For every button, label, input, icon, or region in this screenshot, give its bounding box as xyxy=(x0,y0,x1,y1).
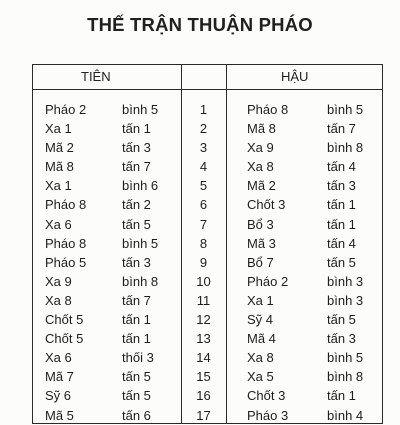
table-row xyxy=(33,138,384,157)
hau-piece: Pháo 2 xyxy=(247,273,289,289)
table-row xyxy=(33,157,384,176)
hau-piece: Mã 8 xyxy=(247,121,276,137)
page-title: THẾ TRẬN THUẬN PHÁO xyxy=(87,14,313,35)
move-number: 11 xyxy=(196,292,211,308)
table-row xyxy=(33,253,384,272)
move-number: 16 xyxy=(196,388,211,404)
tien-move: bình 6 xyxy=(122,178,159,194)
tien-piece: Xa 9 xyxy=(45,273,72,289)
tien-move: tấn 6 xyxy=(122,407,151,423)
table-row xyxy=(33,195,384,214)
hau-piece: Xa 8 xyxy=(247,159,274,175)
hau-move: tấn 1 xyxy=(327,388,356,404)
move-number: 8 xyxy=(199,235,208,251)
tien-move: bình 8 xyxy=(122,273,159,289)
table-row xyxy=(33,234,384,253)
hau-piece: Xa 8 xyxy=(247,350,274,366)
move-number: 13 xyxy=(196,331,211,347)
tien-piece: Mã 7 xyxy=(45,369,74,385)
move-number: 5 xyxy=(199,178,208,194)
hau-move: tấn 3 xyxy=(327,331,356,347)
move-number: 3 xyxy=(199,140,208,156)
hau-piece: Chốt 3 xyxy=(247,388,286,404)
tien-move: tấn 3 xyxy=(122,254,151,270)
tien-piece: Xa 6 xyxy=(45,350,72,366)
tien-piece: Pháo 5 xyxy=(45,254,87,270)
tien-piece: Pháo 2 xyxy=(45,102,87,117)
tien-piece: Chốt 5 xyxy=(45,331,84,347)
tien-piece: Mã 5 xyxy=(45,407,74,423)
move-number: 7 xyxy=(199,216,208,232)
tien-move: tấn 1 xyxy=(122,121,151,137)
move-number: 10 xyxy=(196,273,211,289)
tien-move: tấn 3 xyxy=(122,140,151,156)
hau-move: tấn 5 xyxy=(327,254,356,270)
hau-move: bình 5 xyxy=(327,350,364,366)
hau-piece: Mã 3 xyxy=(247,235,276,251)
hau-move: bình 4 xyxy=(327,407,364,423)
moves-table xyxy=(32,64,383,424)
tien-piece: Mã 2 xyxy=(45,140,74,156)
header-divider xyxy=(33,89,382,90)
table-row xyxy=(33,406,384,425)
move-number: 17 xyxy=(196,407,211,423)
hau-move: tấn 1 xyxy=(327,197,356,213)
hau-piece: Sỹ 4 xyxy=(247,312,274,328)
hau-move: tấn 1 xyxy=(327,216,356,232)
tien-move: tấn 2 xyxy=(122,197,151,213)
table-row xyxy=(33,329,384,348)
tien-move: tấn 5 xyxy=(122,216,151,232)
tien-move: tấn 1 xyxy=(122,312,151,328)
hau-piece: Mã 2 xyxy=(247,178,276,194)
move-number: 9 xyxy=(199,254,208,270)
hau-move: bình 5 xyxy=(327,102,364,117)
table-row xyxy=(33,348,384,367)
table-row xyxy=(33,386,384,405)
tien-move: bình 5 xyxy=(122,102,159,117)
hau-piece: Xa 9 xyxy=(247,140,274,156)
tien-piece: Mã 8 xyxy=(45,159,74,175)
tien-piece: Sỹ 6 xyxy=(45,388,72,404)
hau-move: tấn 7 xyxy=(327,121,356,137)
tien-piece: Xa 1 xyxy=(45,121,72,137)
hau-move: tấn 3 xyxy=(327,178,356,194)
table-row xyxy=(33,100,384,119)
move-number: 15 xyxy=(196,369,211,385)
move-number: 14 xyxy=(196,350,211,366)
table-row xyxy=(33,119,384,138)
tien-piece: Pháo 8 xyxy=(45,197,87,213)
table-row xyxy=(33,176,384,195)
hau-move: tấn 5 xyxy=(327,312,356,328)
hau-piece: Xa 5 xyxy=(247,369,274,385)
move-number: 12 xyxy=(196,312,211,328)
hau-move: bình 8 xyxy=(327,369,364,385)
tien-move: bình 5 xyxy=(122,235,159,251)
move-number: 6 xyxy=(199,197,208,213)
table-row xyxy=(33,367,384,386)
tien-piece: Xa 6 xyxy=(45,216,72,232)
hau-move: bình 8 xyxy=(327,140,364,156)
move-number: 2 xyxy=(199,121,208,137)
hau-piece: Bổ 7 xyxy=(247,254,274,270)
hau-move: bình 3 xyxy=(327,273,364,289)
move-number: 4 xyxy=(199,159,208,175)
tien-move: tấn 5 xyxy=(122,369,151,385)
hau-piece: Chốt 3 xyxy=(247,197,286,213)
move-number: 1 xyxy=(199,102,208,117)
table-row xyxy=(33,215,384,234)
tien-move: tấn 5 xyxy=(122,388,151,404)
hau-piece: Xa 1 xyxy=(247,292,274,308)
header-tien: TIÊN xyxy=(81,69,111,84)
table-row xyxy=(33,272,384,291)
table-row xyxy=(33,310,384,329)
tien-piece: Pháo 8 xyxy=(45,235,87,251)
hau-piece: Mã 4 xyxy=(247,331,276,347)
tien-piece: Xa 1 xyxy=(45,178,72,194)
tien-piece: Xa 8 xyxy=(45,292,72,308)
tien-move: thối 3 xyxy=(122,350,154,366)
tien-piece: Chốt 5 xyxy=(45,312,84,328)
table-row xyxy=(33,291,384,310)
header-hau: HẬU xyxy=(281,69,309,84)
hau-piece: Pháo 8 xyxy=(247,102,289,117)
tien-move: tấn 7 xyxy=(122,292,151,308)
hau-move: tấn 4 xyxy=(327,235,356,251)
hau-piece: Bổ 3 xyxy=(247,216,274,232)
hau-piece: Pháo 3 xyxy=(247,407,289,423)
tien-move: tấn 7 xyxy=(122,159,151,175)
moves-rows xyxy=(33,100,384,425)
tien-move: tấn 1 xyxy=(122,331,151,347)
hau-move: tấn 4 xyxy=(327,159,356,175)
hau-move: bình 3 xyxy=(327,292,364,308)
